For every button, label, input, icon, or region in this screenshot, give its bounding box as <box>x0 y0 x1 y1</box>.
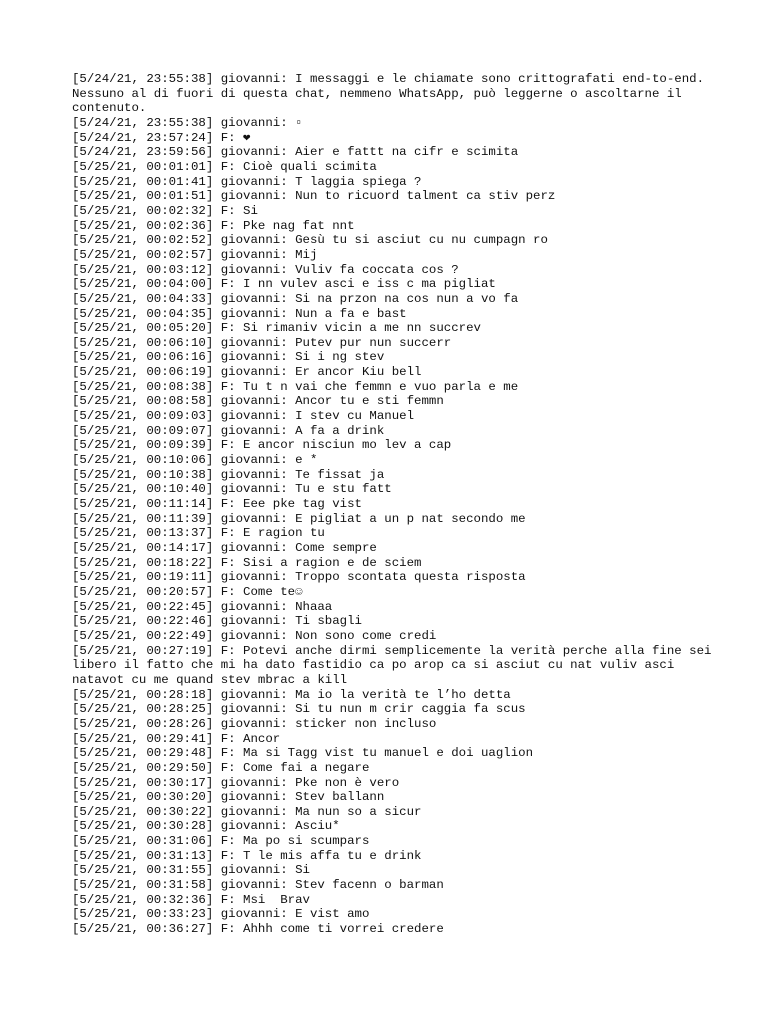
chat-message-line: [5/25/21, 00:27:19] F: Potevi anche dirmi semplicemente la verità perche alla fine sei libero il fatto che mi ha dato fastidio ca po arop ca si asciut cu nat vuliv asci natavot cu me quand stev mbrac a kill <box>72 643 719 687</box>
chat-message-line: [5/25/21, 00:36:27] F: Ahhh come ti vorrei credere <box>72 922 444 937</box>
chat-message-line: [5/25/21, 00:01:41] giovanni: T laggia spiega ? <box>72 174 422 189</box>
chat-message-line: [5/25/21, 00:18:22] F: Sisi a ragion e de sciem <box>72 555 422 570</box>
chat-message-line: [5/25/21, 00:28:18] giovanni: Ma io la verità te l’ho detta <box>72 687 511 702</box>
chat-message-line: [5/25/21, 00:31:58] giovanni: Stev facenn o barman <box>72 878 444 893</box>
chat-message-line: [5/24/21, 23:59:56] giovanni: Aier e fattt na cifr e scimita <box>72 145 519 160</box>
chat-message-line: [5/25/21, 00:02:57] giovanni: Mij <box>72 247 318 262</box>
chat-message-line: [5/25/21, 00:01:01] F: Cioè quali scimita <box>72 159 377 174</box>
chat-message-line: [5/25/21, 00:29:41] F: Ancor <box>72 731 281 746</box>
chat-message-line: [5/25/21, 00:05:20] F: Si rimaniv vicin a me nn succrev <box>72 321 481 336</box>
chat-message-line: [5/25/21, 00:04:00] F: I nn vulev asci e iss c ma pigliat <box>72 277 496 292</box>
chat-message-line: [5/25/21, 00:06:10] giovanni: Putev pur nun succerr <box>72 335 452 350</box>
chat-message-line: [5/25/21, 00:10:38] giovanni: Te fissat ja <box>72 467 385 482</box>
chat-message-line: [5/25/21, 00:31:06] F: Ma po si scumpars <box>72 834 370 849</box>
chat-message-line: [5/25/21, 00:10:06] giovanni: e * <box>72 453 318 468</box>
chat-message-line: [5/25/21, 00:19:11] giovanni: Troppo scontata questa risposta <box>72 570 526 585</box>
chat-message-line: [5/25/21, 00:04:35] giovanni: Nun a fa e bast <box>72 306 407 321</box>
chat-message-line: [5/25/21, 00:08:58] giovanni: Ancor tu e sti femmn <box>72 394 444 409</box>
chat-message-line: [5/25/21, 00:32:36] F: Msi Brav <box>72 892 310 907</box>
chat-message-line: [5/24/21, 23:55:38] giovanni: ▫ <box>72 115 303 130</box>
chat-message-line: [5/25/21, 00:22:49] giovanni: Non sono come credi <box>72 628 437 643</box>
chat-message-line: [5/25/21, 00:09:07] giovanni: A fa a drink <box>72 423 385 438</box>
chat-message-line: [5/25/21, 00:08:38] F: Tu t n vai che femmn e vuo parla e me <box>72 379 519 394</box>
chat-message-line: [5/25/21, 00:06:16] giovanni: Si i ng stev <box>72 350 385 365</box>
chat-message-line: [5/25/21, 00:02:52] giovanni: Gesù tu si asciut cu nu cumpagn ro <box>72 233 548 248</box>
chat-message-line: [5/25/21, 00:02:36] F: Pke nag fat nnt <box>72 218 355 233</box>
chat-message-line: [5/25/21, 00:20:57] F: Come te☺ <box>72 584 303 599</box>
chat-message-line: [5/25/21, 00:10:40] giovanni: Tu e stu fatt <box>72 482 392 497</box>
chat-message-line: [5/25/21, 00:06:19] giovanni: Er ancor Kiu bell <box>72 365 422 380</box>
chat-message-line: [5/25/21, 00:22:45] giovanni: Nhaaa <box>72 599 333 614</box>
chat-message-line: [5/25/21, 00:03:12] giovanni: Vuliv fa coccata cos ? <box>72 262 459 277</box>
chat-message-line: [5/24/21, 23:57:24] F: ❤ <box>72 130 251 145</box>
chat-message-line: [5/25/21, 00:30:17] giovanni: Pke non è vero <box>72 775 400 790</box>
chat-message-line: [5/24/21, 23:55:38] giovanni: I messaggi e le chiamate sono crittografati end-to-end. Nessuno al di fuori di questa chat, nemmeno WhatsApp, può leggerne o ascoltarne il contenuto. <box>72 72 712 116</box>
chat-message-line: [5/25/21, 00:22:46] giovanni: Ti sbagli <box>72 614 362 629</box>
chat-message-line: [5/25/21, 00:11:39] giovanni: E pigliat a un p nat secondo me <box>72 511 526 526</box>
chat-message-line: [5/25/21, 00:31:55] giovanni: Si <box>72 863 310 878</box>
chat-message-line: [5/25/21, 00:13:37] F: E ragion tu <box>72 526 325 541</box>
chat-message-line: [5/25/21, 00:31:13] F: T le mis affa tu e drink <box>72 848 422 863</box>
chat-transcript <box>72 72 719 937</box>
chat-message-line: [5/25/21, 00:11:14] F: Eee pke tag vist <box>72 497 362 512</box>
chat-message-line: [5/25/21, 00:09:03] giovanni: I stev cu Manuel <box>72 409 415 424</box>
chat-message-line: [5/25/21, 00:04:33] giovanni: Si na przon na cos nun a vo fa <box>72 291 519 306</box>
chat-message-line: [5/25/21, 00:30:28] giovanni: Asciu* <box>72 819 340 834</box>
chat-message-line: [5/25/21, 00:29:48] F: Ma si Tagg vist tu manuel e doi uaglion <box>72 746 534 761</box>
chat-message-line: [5/25/21, 00:29:50] F: Come fai a negare <box>72 760 370 775</box>
chat-message-line: [5/25/21, 00:02:32] F: Si <box>72 203 258 218</box>
chat-message-line: [5/25/21, 00:01:51] giovanni: Nun to ricuord talment ca stiv perz <box>72 189 556 204</box>
chat-message-line: [5/25/21, 00:33:23] giovanni: E vist amo <box>72 907 370 922</box>
chat-message-line: [5/25/21, 00:14:17] giovanni: Come sempre <box>72 541 377 555</box>
chat-message-line: [5/25/21, 00:28:26] giovanni: sticker non incluso <box>72 716 437 731</box>
chat-message-line: [5/25/21, 00:30:20] giovanni: Stev ballann <box>72 790 385 805</box>
chat-message-line: [5/25/21, 00:30:22] giovanni: Ma nun so a sicur <box>72 804 422 819</box>
chat-message-line: [5/25/21, 00:09:39] F: E ancor nisciun mo lev a cap <box>72 438 452 453</box>
chat-message-line: [5/25/21, 00:28:25] giovanni: Si tu nun m crir caggia fa scus <box>72 702 526 717</box>
